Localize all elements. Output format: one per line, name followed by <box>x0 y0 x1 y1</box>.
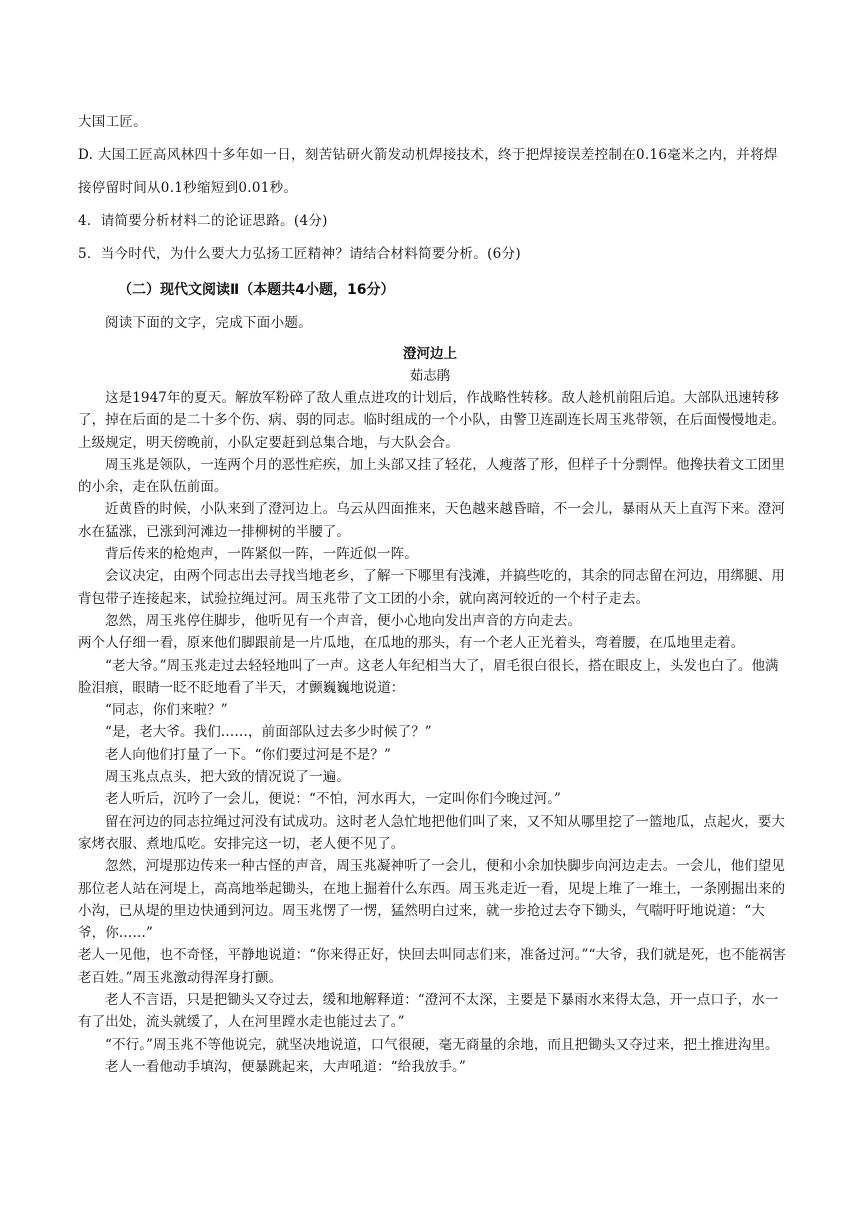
story-paragraph: “老大爷。”周玉兆走过去轻轻地叫了一声。这老人年纪相当大了，眉毛很白很长，搭在眼皮上，头发也白了。他满脸泪痕，眼睛一眨不眨地看了半天，才颤巍巍地说道： <box>78 657 779 696</box>
story-paragraph: 忽然，周玉兆停住脚步，他听见有一个声音，便小心地向发出声音的方向走去。 <box>105 612 581 629</box>
story-paragraph: 两个人仔细一看，原来他们脚跟前是一片瓜地，在瓜地的那头，有一个老人正光着头，弯着腰，在瓜地里走着。 <box>78 635 745 652</box>
story-paragraph: 老人一看他动手填沟，便暴跳起来，大声吼道：“给我放手。” <box>105 1058 466 1075</box>
question-5: 5．当今时代，为什么要大力弘扬工匠精神？请结合材料简要分析。(6分) <box>78 246 521 262</box>
story-paragraph: 忽然，河堤那边传来一种古怪的声音，周玉兆凝神听了一会儿，便和小余加快脚步向河边走去。一会儿，他们望见那位老人站在河堤上，高高地举起锄头，在地上掘着什么东西。周玉兆走近一看，见堤上堆了一堆土，一条刚掘出来的小沟，已从堤的里边快通到河边。周玉兆愣了一愣，猛然明白过来，就一步抢过去夺下锄头，气喘吁吁地说道：“大爷，你……” <box>78 858 786 942</box>
story-paragraph: 老人不言语，只是把锄头又夺过去，缓和地解释道：“澄河不太深，主要是下暴雨水来得太急，开一点口子，水一有了出处，流头就缓了，人在河里蹚水走也能过去了。” <box>78 992 779 1031</box>
story-paragraph: 老人听后，沉吟了一会儿，便说：“不怕，河水再大，一定叫你们今晚过河。” <box>105 791 562 808</box>
story-paragraph: 近黄昏的时候，小队来到了澄河边上。乌云从四面推来，天色越来越昏暗，不一会儿，暴雨从天上直泻下来。澄河水在猛涨，已涨到河滩边一排柳树的半腰了。 <box>78 501 785 540</box>
story-paragraph: 这是1947年的夏天。解放军粉碎了敌人重点进攻的计划后，作战略性转移。敌人趁机前阻后追。大部队迅速转移了，掉在后面的是二十多个伤、病、弱的同志。临时组成的一个小队，由警卫连副连长周玉兆带领，在后面慢慢地走。上级规定，明天傍晚前，小队定要赶到总集合地，与大队会合。 <box>78 390 786 451</box>
story-paragraph: “同志，你们来啦？” <box>105 702 228 719</box>
story-body <box>78 387 790 1078</box>
story-paragraph: 老人向他们打量了一下。“你们要过河是不是？” <box>105 746 392 763</box>
section-instruction: 阅读下面的文字，完成下面小题。 <box>105 315 312 331</box>
story-paragraph: 留在河边的同志拉绳过河没有试成功。这时老人急忙地把他们叫了来，又不知从哪里挖了一篮地瓜，点起火，要大家烤衣服、煮地瓜吃。安排完这一切，老人便不见了。 <box>78 813 785 852</box>
question-4: 4．请简要分析材料二的论证思路。(4分) <box>78 213 328 229</box>
option-d: D. 大国工匠高风林四十多年如一日，刻苦钻研火箭发动机焊接技术，终于把焊接误差控制在0.16毫米之内，并将焊接停留时间从0.1秒缩短到0.01秒。 <box>78 147 778 196</box>
story-paragraph: 周玉兆点点头，把大致的情况说了一遍。 <box>105 769 350 786</box>
story-paragraph: “是，老大爷。我们……，前面部队过去多少时候了？” <box>105 724 432 741</box>
story-paragraph: “不行。”周玉兆不等他说完，就坚决地说道，口气很硬，毫无商量的余地，而且把锄头又夺过来，把土推进沟里。 <box>105 1036 779 1053</box>
story-paragraph: 会议决定，由两个同志出去寻找当地老乡，了解一下哪里有浅滩，并搞些吃的，其余的同志留在河边，用绑腿、用背包带子连接起来，试验拉绳过河。周玉兆带了文工团的小余，就向离河较近的一个村子走去。 <box>78 568 785 607</box>
story-paragraph: 周玉兆是领队，一连两个月的恶性疟疾，加上头部又挂了轻花，人瘦落了形，但样子十分剽悍。他搀扶着文工团里的小余，走在队伍前面。 <box>78 456 785 496</box>
story-author: 茹志鹃 <box>409 368 451 384</box>
section-heading: （二）现代文阅读Ⅱ（本题共4小题，16分） <box>118 282 395 298</box>
story-paragraph: 背后传来的枪炮声，一阵紧似一阵，一阵近似一阵。 <box>105 546 418 563</box>
story-paragraph: 老人一见他，也不奇怪，平静地说道：“你来得正好，快回去叫同志们来，准备过河。”“大爷，我们就是死，也不能祸害老百姓。”周玉兆激动得浑身打颤。 <box>78 947 786 986</box>
story-title: 澄河边上 <box>403 346 457 362</box>
option-c-tail: 大国工匠。 <box>78 114 147 130</box>
